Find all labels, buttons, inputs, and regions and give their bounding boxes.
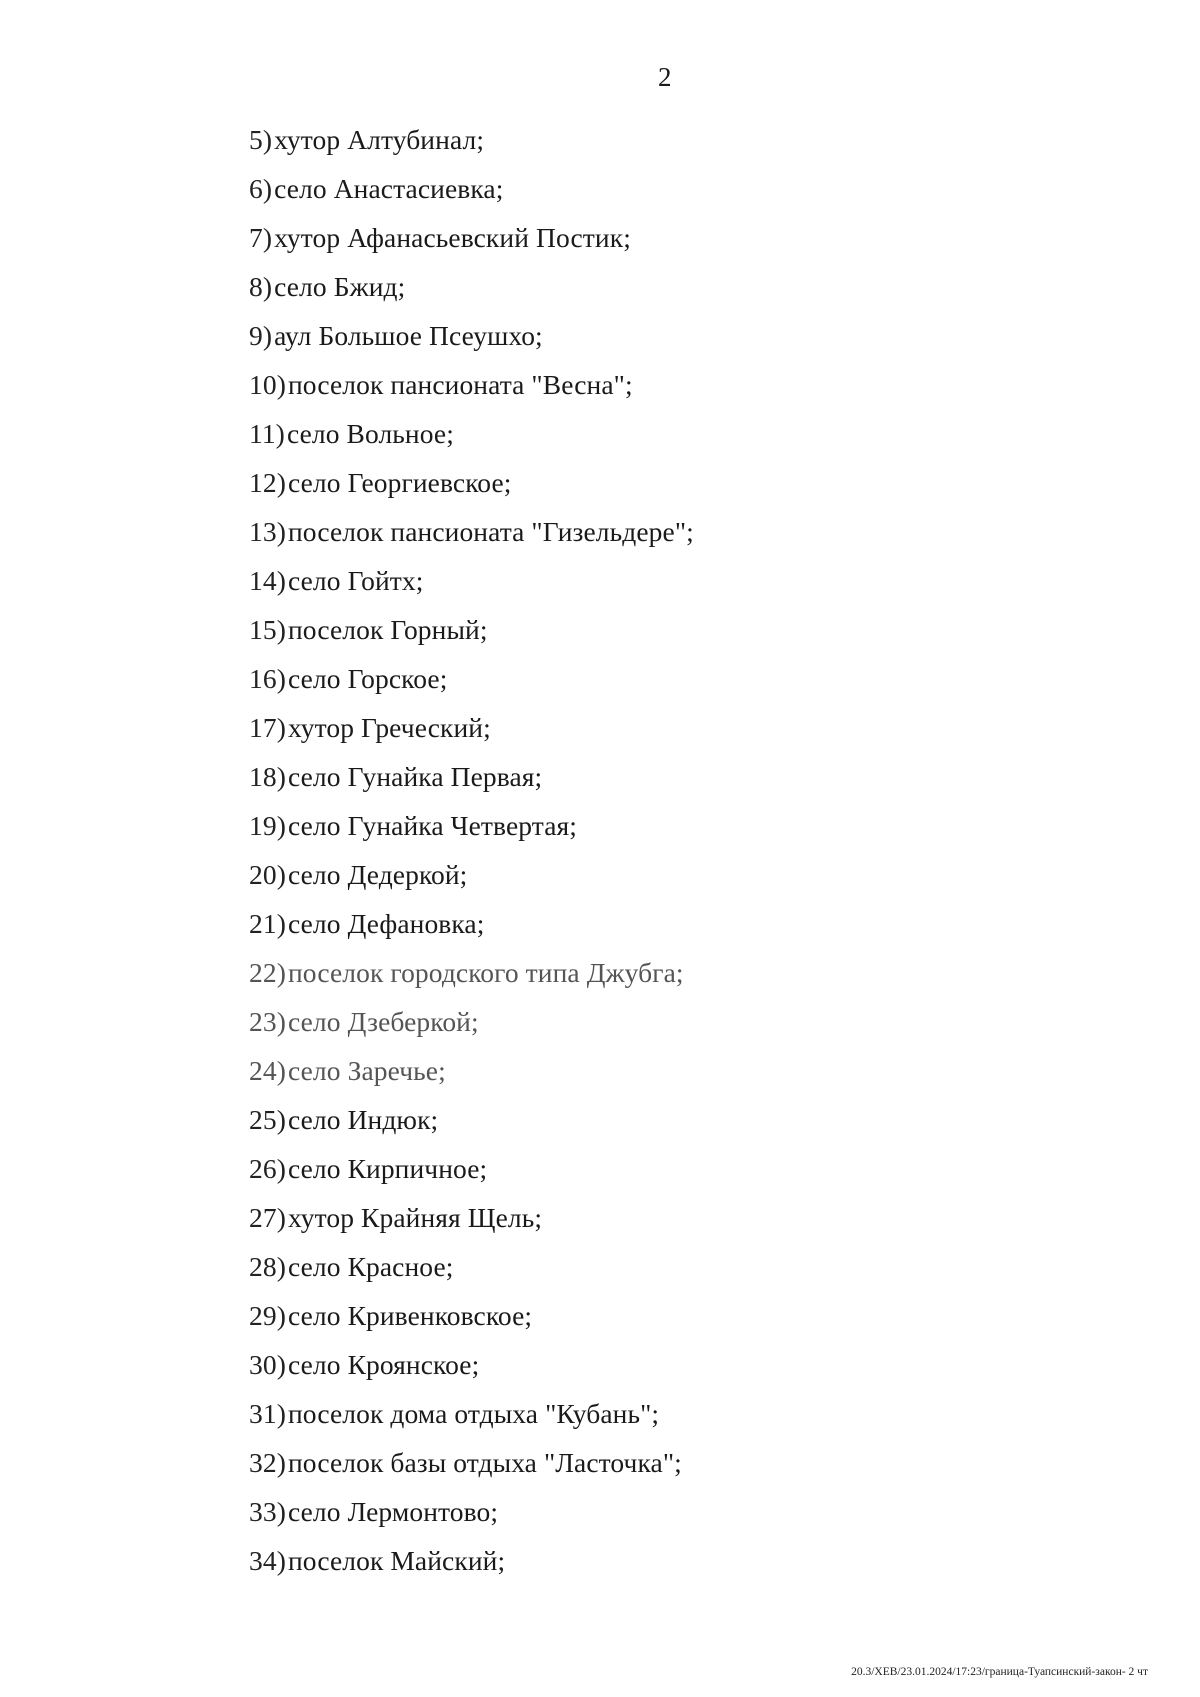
list-item [249, 1492, 694, 1541]
item-text: село Анастасиевка; [274, 173, 504, 204]
list-item [249, 316, 694, 365]
item-number: 30) [249, 1349, 286, 1380]
list-item [249, 1100, 694, 1149]
item-text: село Георгиевское; [287, 467, 512, 498]
item-number: 21) [249, 908, 286, 939]
item-number: 27) [249, 1202, 286, 1233]
item-number: 9) [249, 320, 273, 351]
list-item [249, 463, 694, 512]
item-text: село Дзеберкой; [287, 1006, 479, 1037]
list-item [249, 1051, 694, 1100]
item-text: село Кривенковское; [287, 1300, 533, 1331]
item-number: 31) [249, 1398, 286, 1429]
item-text: село Красное; [287, 1251, 454, 1282]
list-item [249, 1394, 694, 1443]
item-text: село Гунайка Четвертая; [287, 810, 577, 841]
item-text: село Лермонтово; [287, 1496, 499, 1527]
list-item [249, 365, 694, 414]
list-item [249, 659, 694, 708]
item-number: 8) [249, 271, 273, 302]
item-number: 12) [249, 467, 286, 498]
item-text: село Гунайка Первая; [287, 761, 543, 792]
list-item [249, 1247, 694, 1296]
item-text: село Заречье; [287, 1055, 446, 1086]
item-text: хутор Алтубинал; [274, 124, 485, 155]
list-item [249, 806, 694, 855]
item-text: хутор Крайняя Щель; [287, 1202, 543, 1233]
item-number: 18) [249, 761, 286, 792]
item-number: 6) [249, 173, 273, 204]
item-text: хутор Греческий; [287, 712, 491, 743]
item-number: 32) [249, 1447, 286, 1478]
item-text: поселок Горный; [287, 614, 488, 645]
list-item [249, 1541, 694, 1590]
item-text: поселок пансионата "Весна"; [287, 369, 633, 400]
list-item [249, 1198, 694, 1247]
item-text: село Дедеркой; [287, 859, 468, 890]
item-number: 5) [249, 124, 273, 155]
page-number: 2 [658, 62, 672, 92]
item-text: село Горское; [287, 663, 448, 694]
item-number: 17) [249, 712, 286, 743]
footer-note: 20.3/ХЕВ/23.01.2024/17:23/граница-Туапсинский-закон- 2 чт [851, 1666, 1148, 1678]
item-number: 22) [249, 957, 286, 988]
item-number: 29) [249, 1300, 286, 1331]
item-text: поселок городского типа Джубга; [287, 957, 684, 988]
item-text: село Вольное; [286, 418, 454, 449]
settlement-list [249, 120, 694, 1590]
item-number: 23) [249, 1006, 286, 1037]
item-number: 13) [249, 516, 286, 547]
item-number: 15) [249, 614, 286, 645]
item-number: 25) [249, 1104, 286, 1135]
list-item [249, 1443, 694, 1492]
list-item [249, 610, 694, 659]
list-item [249, 218, 694, 267]
item-number: 16) [249, 663, 286, 694]
list-item [249, 561, 694, 610]
list-item [249, 169, 694, 218]
item-number: 24) [249, 1055, 286, 1086]
item-text: поселок дома отдыха "Кубань"; [287, 1398, 660, 1429]
item-number: 7) [249, 222, 273, 253]
item-text: поселок пансионата "Гизельдере"; [287, 516, 694, 547]
list-item [249, 904, 694, 953]
item-number: 14) [249, 565, 286, 596]
list-item [249, 953, 694, 1002]
list-item [249, 414, 694, 463]
item-number: 10) [249, 369, 286, 400]
item-text: поселок базы отдыха "Ласточка"; [287, 1447, 682, 1478]
item-number: 11) [249, 418, 285, 449]
item-number: 34) [249, 1545, 286, 1576]
item-text: хутор Афанасьевский Постик; [274, 222, 631, 253]
item-number: 33) [249, 1496, 286, 1527]
list-item [249, 855, 694, 904]
list-item [249, 512, 694, 561]
item-text: село Гойтх; [287, 565, 424, 596]
item-number: 20) [249, 859, 286, 890]
list-item [249, 1345, 694, 1394]
list-item [249, 1296, 694, 1345]
list-item [249, 267, 694, 316]
item-text: село Дефановка; [287, 908, 485, 939]
list-item [249, 120, 694, 169]
item-text: поселок Майский; [287, 1545, 506, 1576]
item-text: село Кроянское; [287, 1349, 480, 1380]
item-text: село Бжид; [274, 271, 406, 302]
item-text: аул Большое Псеушхо; [274, 320, 543, 351]
item-text: село Индюк; [287, 1104, 439, 1135]
item-number: 19) [249, 810, 286, 841]
list-item [249, 1149, 694, 1198]
list-item [249, 757, 694, 806]
item-text: село Кирпичное; [287, 1153, 488, 1184]
item-number: 28) [249, 1251, 286, 1282]
list-item [249, 708, 694, 757]
list-item [249, 1002, 694, 1051]
item-number: 26) [249, 1153, 286, 1184]
